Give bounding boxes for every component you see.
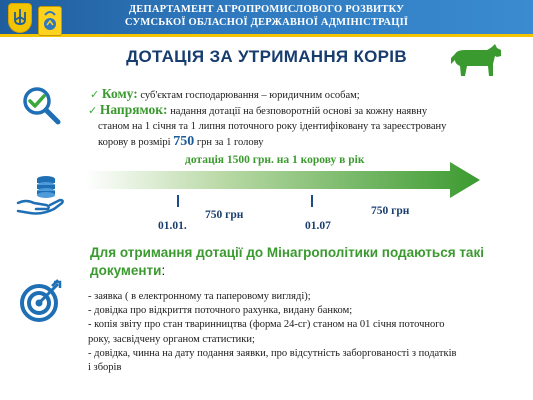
timeline-amount-2: 750 грн: [371, 205, 410, 217]
header-line-1: ДЕПАРТАМЕНТ АГРОПРОМИСЛОВОГО РОЗВИТКУ: [128, 4, 405, 15]
timeline-date-1: 01.01.: [158, 220, 187, 232]
timeline-date-2: 01.07: [305, 220, 331, 232]
checkmark-icon: ✓: [88, 104, 98, 117]
direction-text-1: надання дотації на безповоротній основі за кожну наявну: [167, 106, 428, 117]
direction-text-2: станом на 1 січня та 1 липня поточного року ідентифіковану та зареєстровану: [98, 121, 447, 132]
list-item: року, засвідчену органом статистики;: [88, 333, 255, 345]
who-bullet: [90, 87, 520, 103]
documents-heading-colon: :: [161, 263, 166, 278]
documents-heading: [90, 244, 510, 280]
checkmark-icon: ✓: [90, 88, 100, 101]
timeline-amount-1: 750 грн: [205, 209, 244, 221]
list-item: - заявка ( в електронному та паперовому вигляді);: [88, 291, 311, 302]
direction-bullet: [88, 102, 518, 150]
timeline-arrow-label: дотація 1500 грн. на 1 корову в рік: [185, 154, 365, 166]
direction-text-3a: корову в розмірі: [98, 137, 174, 148]
list-item: - довідка, чинна на дату подання заявки, про відсутність заборгованості з податків: [88, 347, 457, 359]
cow-icon: [447, 42, 503, 78]
direction-label: Напрямок:: [99, 102, 168, 117]
list-item: - копія звіту про стан тваринництва (форма 24-сг) станом на 01 січня поточного: [88, 319, 445, 331]
page-title: ДОТАЦІЯ ЗА УТРИМАННЯ КОРІВ: [126, 47, 407, 66]
who-text: суб'єктам господарювання – юридичним особам;: [137, 90, 360, 101]
direction-text-3b: грн за 1 голову: [194, 137, 264, 148]
header-line-2: СУМСЬКОЇ ОБЛАСНОЇ ДЕРЖАВНОЇ АДМІНІСТРАЦІЇ: [124, 16, 409, 28]
timeline-tick-2: [311, 195, 313, 207]
timeline-arrow: [85, 162, 480, 198]
coins-hand-icon: [16, 173, 66, 215]
direction-text-3: [88, 134, 518, 150]
list-item: - довідка про відкриття поточного рахунка, видану банком;: [88, 305, 353, 317]
header-stripe: [0, 34, 533, 37]
list-item: і зборів: [88, 362, 122, 374]
direction-amount: 750: [173, 134, 195, 149]
documents-list: [88, 290, 520, 375]
target-icon: [18, 278, 64, 324]
timeline-tick-1: [177, 195, 179, 207]
documents-heading-text: Для отримання дотації до Мінагрополітики подаються такі документи: [90, 245, 484, 278]
who-label: Кому:: [101, 86, 138, 101]
header-title: [0, 4, 533, 29]
magnifier-check-icon: [20, 84, 62, 126]
